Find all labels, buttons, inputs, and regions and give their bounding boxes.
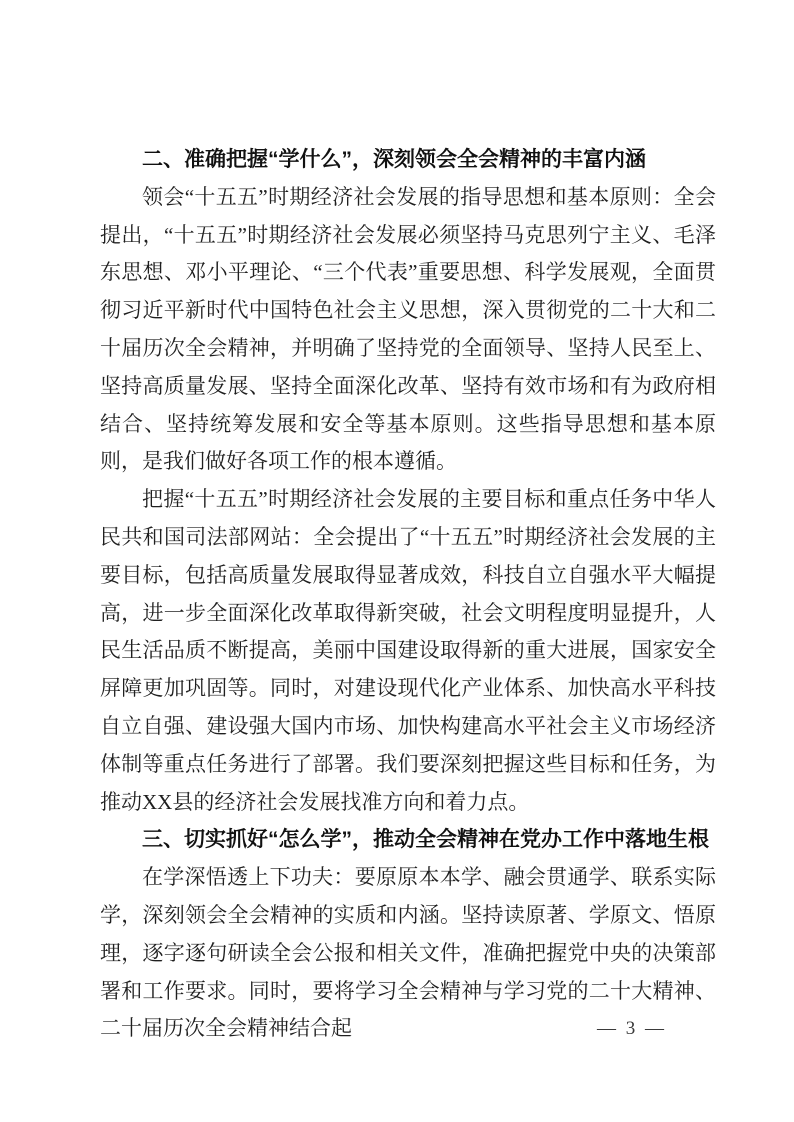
paragraph-guiding-principles: 领会“十五五”时期经济社会发展的指导思想和基本原则：全会提出，“十五五”时期经济社会发展必须坚持马克思列宁主义、毛泽东思想、邓小平理论、“三个代表”重要思想、科学发展观，全面贯彻习近平新时代中国特色社会主义思想，深入贯彻党的二十大和二十届历次全会精神，并明确了坚持党的全面领导、坚持人民至上、坚持高质量发展、坚持全面深化改革、坚持有效市场和有为政府相结合、坚持统筹发展和安全等基本原则。这些指导思想和基本原则，是我们做好各项工作的根本遵循。 bbox=[100, 184, 716, 474]
section-heading-2: 二、准确把握“学什么”，深刻领会全会精神的丰富内涵 bbox=[142, 148, 646, 171]
document-body bbox=[100, 141, 716, 1048]
paragraph-how-to-study: 在学深悟透上下功夫：要原原本本学、融会贯通学、联系实际学，深刻领会全会精神的实质和内涵。坚持读原著、学原文、悟原理，逐字逐句研读全会公报和相关文件，准确把握党中央的决策部署和工作要求。同时，要将学习全会精神与学习党的二十大精神、二十届历次全会精神结合起 bbox=[100, 865, 716, 1041]
section-heading-3: 三、切实抓好“怎么学”，推动全会精神在党办工作中落地生根 bbox=[142, 828, 709, 852]
paragraph-main-goals: 把握“十五五”时期经济社会发展的主要目标和重点任务中华人民共和国司法部网站：全会提出了“十五五”时期经济社会发展的主要目标，包括高质量发展取得显著成效，科技自立自强水平大幅提高，进一步全面深化改革取得新突破，社会文明程度明显提升，人民生活品质不断提高，美丽中国建设取得新的重大进展，国家安全屏障更加巩固等。同时，对建设现代化产业体系、加快高水平科技自立自强、建设强大国内市场、加快构建高水平社会主义市场经济体制等重点任务进行了部署。我们要深刻把握这些目标和任务，为推动XX县的经济社会发展找准方向和着力点。 bbox=[100, 487, 716, 814]
page-number: — 3 — bbox=[597, 1018, 664, 1039]
